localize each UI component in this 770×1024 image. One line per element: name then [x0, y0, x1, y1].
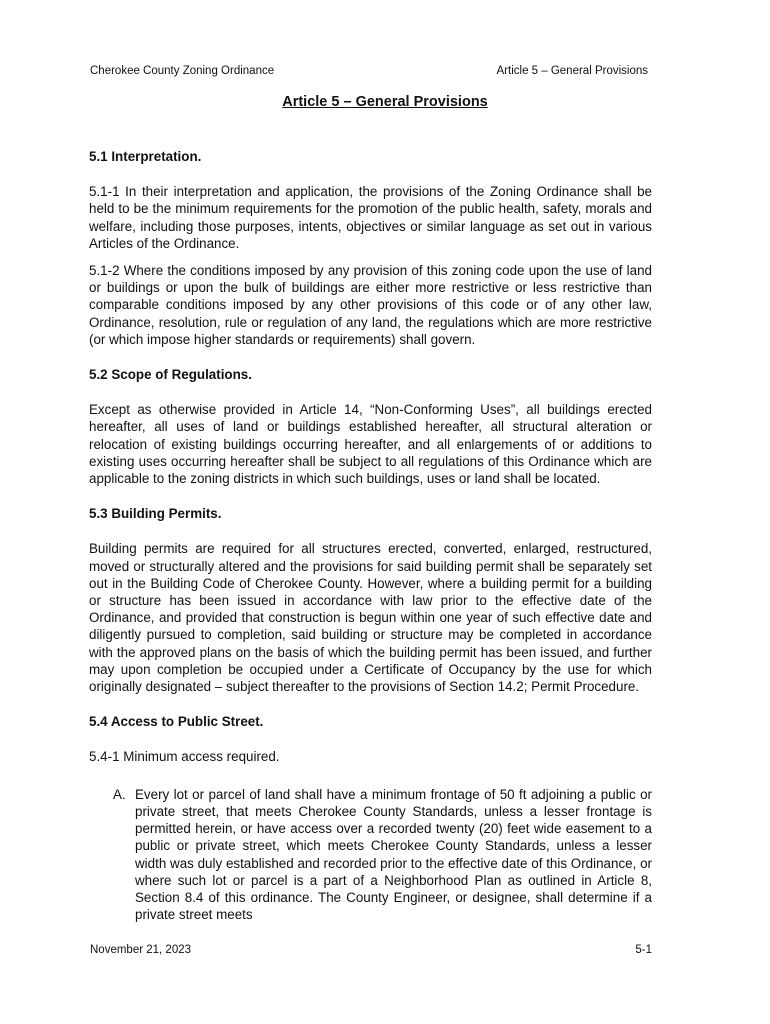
section-5-2-paragraph: Except as otherwise provided in Article 14, “Non-Conforming Uses”, all buildings erected hereafter, all uses of land or buildings established hereafter, all structural alteration or relocation of existing buildings occurring hereafter, and all enlargements of or additions to existing uses occurring hereafter shall be subject to all regulations of this Ordinance which are applicable to the zoning districts in which such buildings, uses or land shall be located.: [89, 402, 652, 487]
section-5-3-paragraph: Building permits are required for all structures erected, converted, enlarged, restructured, moved or structurally altered and the provisions for said building permit shall be separately set out in the Building Code of Cherokee County. However, where a building permit for a building or structure has been issued in accordance with law prior to the effective date of the Ordinance, and provided that construction is begun within one year of such effective date and diligently pursued to completion, said building or structure may be completed in accordance with the approved plans on the basis of which the building permit has been issued, and further may upon completion be occupied under a Certificate of Occupancy by the use for which originally designated – subject thereafter to the provisions of Section 14.2; Permit Procedure.: [89, 541, 652, 695]
page-footer: [90, 944, 652, 956]
section-5-1-heading: 5.1 Interpretation.: [89, 149, 202, 164]
section-5-4-heading: 5.4 Access to Public Street.: [89, 714, 264, 730]
section-5-1-2-paragraph: 5.1-2 Where the conditions imposed by any provision of this zoning code upon the use of land or buildings or upon the bulk of buildings are either more restrictive or less restrictive than comparable conditions imposed by any other provisions of this code or of any other law, Ordinance, resolution, rule or regulation of any land, the regulations which are more restrictive (or which impose higher standards or requirements) shall govern.: [89, 263, 652, 347]
list-item: [113, 786, 652, 924]
article-title: Article 5 – General Provisions: [282, 94, 488, 110]
header-left-text: Cherokee County Zoning Ordinance: [90, 65, 275, 77]
page-number: 5-1: [635, 944, 652, 956]
list-marker: A.: [113, 786, 126, 802]
section-5-4-1-subheading: 5.4-1 Minimum access required.: [89, 749, 280, 765]
section-5-1-1-paragraph: 5.1-1 In their interpretation and application, the provisions of the Zoning Ordinance shall be held to be the minimum requirements for the promotion of the public health, safety, morals and welfare, including those purposes, intents, objectives or similar language as set out in various Articles of the Ordinance.: [89, 184, 652, 251]
header-right-text: Article 5 – General Provisions: [496, 65, 648, 77]
document-body: [89, 148, 652, 923]
page-header: [90, 65, 648, 77]
footer-date: November 21, 2023: [90, 944, 192, 956]
section-5-2-heading: 5.2 Scope of Regulations.: [89, 367, 252, 383]
list-item-text: Every lot or parcel of land shall have a minimum frontage of 50 ft adjoining a public or private street, that meets Cherokee County Standards, unless a lesser frontage is permitted herein, or have access over a recorded twenty (20) feet wide easement to a public or private street, which meets Cherokee County Standards, unless a lesser width was duly established and recorded prior to the effective date of this Ordinance, or where such lot or parcel is a part of a Neighborhood Plan as outlined in Article 8, Section 8.4 of this ordinance. The County Engineer, or designee, shall determine if a private street meets: [135, 786, 652, 923]
section-5-3-heading: 5.3 Building Permits.: [89, 506, 222, 522]
